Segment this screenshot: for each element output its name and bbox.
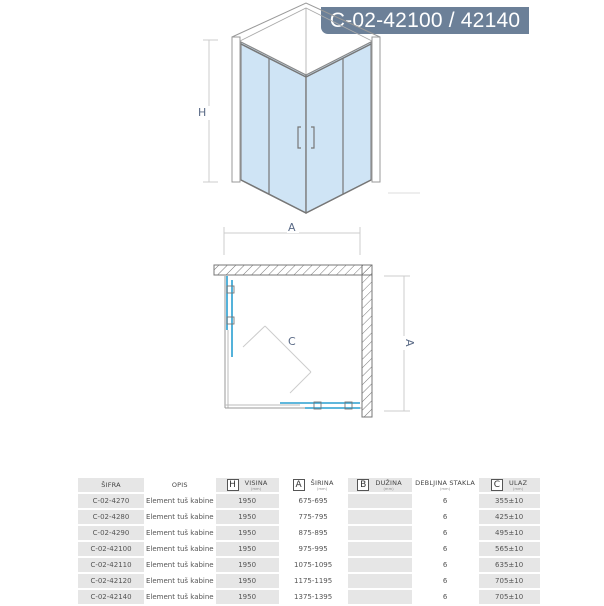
- cell-duzina: [348, 590, 412, 604]
- cell-debljina: 6: [414, 558, 477, 572]
- cell-sirina: 1375-1395: [281, 590, 346, 604]
- cell-duzina: [348, 542, 412, 556]
- table-row: [78, 590, 540, 604]
- cell-visina: 1950: [216, 526, 279, 540]
- cell-debljina: 6: [414, 526, 477, 540]
- cell-sifra: C-02-42110: [78, 558, 144, 572]
- cell-ulaz: 705±10: [479, 574, 540, 588]
- header-sirina: A ŠIRINA (mm): [281, 478, 346, 492]
- header-duzina: B DUŽINA (mm): [348, 478, 412, 492]
- cell-duzina: [348, 558, 412, 572]
- product-code-badge: C-02-42100 / 42140: [321, 7, 529, 34]
- table-row: [78, 542, 540, 556]
- cell-opis: Element tuš kabine: [146, 590, 214, 604]
- cell-ulaz: 705±10: [479, 590, 540, 604]
- header-ulaz: C ULAZ (mm): [479, 478, 540, 492]
- cell-opis: Element tuš kabine: [146, 574, 214, 588]
- width-side-dimension-label: A: [403, 339, 416, 347]
- cell-ulaz: 635±10: [479, 558, 540, 572]
- table-row: [78, 494, 540, 508]
- cell-sirina: 1175-1195: [281, 574, 346, 588]
- cell-debljina: 6: [414, 574, 477, 588]
- cell-opis: Element tuš kabine: [146, 558, 214, 572]
- table-row: [78, 526, 540, 540]
- cell-sifra: C-02-42140: [78, 590, 144, 604]
- cell-visina: 1950: [216, 542, 279, 556]
- cell-visina: 1950: [216, 558, 279, 572]
- cell-sifra: C-02-4290: [78, 526, 144, 540]
- plan-view: [214, 221, 416, 417]
- cell-sifra: C-02-42100: [78, 542, 144, 556]
- cell-sifra: C-02-4270: [78, 494, 144, 508]
- header-debljina-stakla: DEBLJINA STAKLA (mm): [415, 478, 476, 491]
- cell-opis: Element tuš kabine: [146, 510, 214, 524]
- cell-debljina: 6: [414, 542, 477, 556]
- cell-opis: Element tuš kabine: [146, 526, 214, 540]
- table-row: [78, 510, 540, 524]
- cell-visina: 1950: [216, 494, 279, 508]
- cell-visina: 1950: [216, 510, 279, 524]
- cell-duzina: [348, 574, 412, 588]
- cell-sifra: C-02-4280: [78, 510, 144, 524]
- entrance-dimension-label: C: [288, 335, 296, 348]
- cell-sirina: 1075-1095: [281, 558, 346, 572]
- cell-ulaz: 495±10: [479, 526, 540, 540]
- table-row: [78, 558, 540, 572]
- cell-debljina: 6: [414, 510, 477, 524]
- cell-ulaz: 355±10: [479, 494, 540, 508]
- cell-sirina: 775-795: [281, 510, 346, 524]
- header-sifra: ŠIFRA: [78, 478, 144, 492]
- cell-sirina: 675-695: [281, 494, 346, 508]
- cell-ulaz: 565±10: [479, 542, 540, 556]
- cell-visina: 1950: [216, 590, 279, 604]
- cell-opis: Element tuš kabine: [146, 542, 214, 556]
- roller-icon: [227, 317, 234, 324]
- b-letter-icon: B: [357, 479, 369, 491]
- table-header-row: [78, 478, 540, 492]
- perspective-view: [196, 3, 420, 213]
- cell-debljina: 6: [414, 590, 477, 604]
- c-letter-icon: C: [491, 479, 503, 491]
- a-letter-icon: A: [293, 479, 305, 491]
- cell-sifra: C-02-42120: [78, 574, 144, 588]
- cell-duzina: [348, 510, 412, 524]
- cell-duzina: [348, 526, 412, 540]
- cell-opis: Element tuš kabine: [146, 494, 214, 508]
- cell-ulaz: 425±10: [479, 510, 540, 524]
- cell-visina: 1950: [216, 574, 279, 588]
- specifications-table: [76, 476, 542, 606]
- height-dimension-label: H: [198, 106, 207, 119]
- header-visina: H VISINA (mm): [216, 478, 279, 492]
- table-row: [78, 574, 540, 588]
- header-opis: OPIS: [146, 478, 214, 492]
- width-dimension-label: A: [288, 221, 296, 234]
- roller-icon: [227, 286, 234, 293]
- h-letter-icon: H: [227, 479, 239, 491]
- cell-sirina: 975-995: [281, 542, 346, 556]
- cell-sirina: 875-895: [281, 526, 346, 540]
- cell-duzina: [348, 494, 412, 508]
- cell-debljina: 6: [414, 494, 477, 508]
